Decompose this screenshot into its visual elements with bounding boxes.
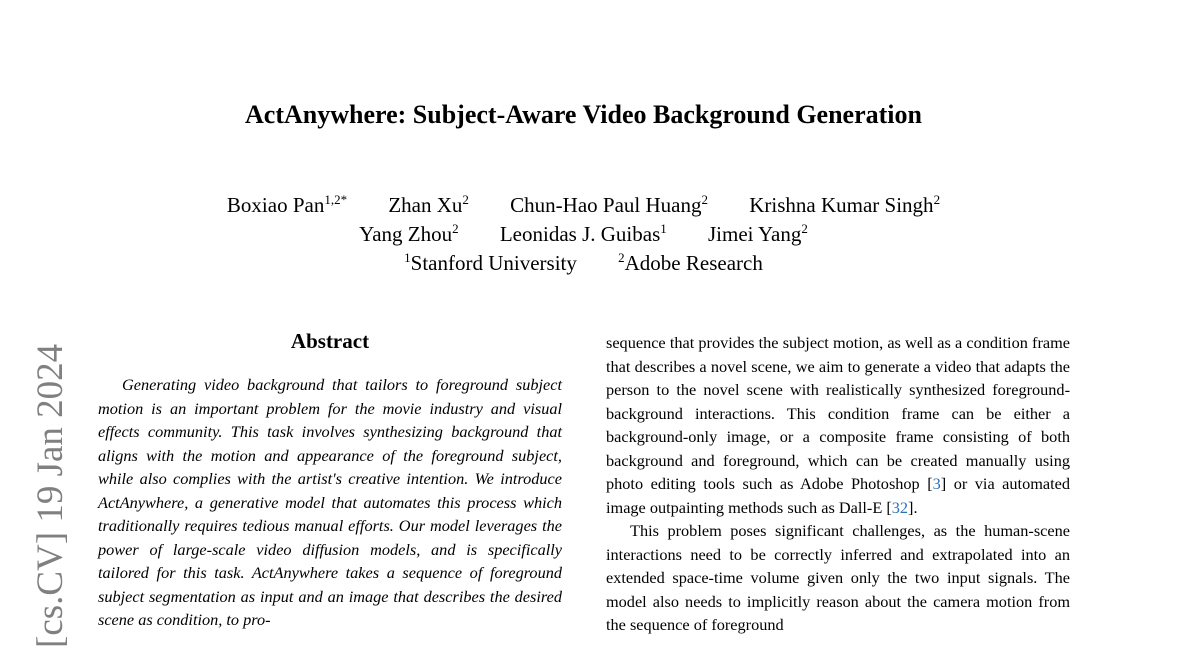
affiliation: $^1$Stanford University: [404, 250, 577, 275]
paper-title: ActAnywhere: Subject-Aware Video Background Generation: [245, 100, 922, 129]
author-name: Boxiao Pan$^{1,2*}$: [226, 192, 348, 217]
author-name: Krishna Kumar Singh$^2$: [749, 192, 941, 217]
arxiv-side-stamp: [cs.CV] 19 Jan 2024: [30, 343, 71, 648]
right-column: [606, 331, 1070, 637]
author-name: Jimei Yang$^2$: [708, 221, 808, 246]
citation-link[interactable]: 32: [891, 497, 909, 517]
body-paragraph-1: sequence that provides the subject motion, as well as a condition frame that describes a novel scene, we aim to generate a video that adapts the person to the novel scene with realistically synthesized foreground-background interactions. This condition frame can be either a background-only image, or a composite frame consisting of both background and foreground, which can be created manually using photo editing tools such as Adobe Photoshop [3] or via automated image outpainting methods such as Dall-E [32].: [606, 333, 1070, 517]
author-name: Chun-Hao Paul Huang$^2$: [510, 192, 708, 217]
affiliation-row: [0, 250, 1167, 279]
author-name: Zhan Xu$^2$: [388, 192, 469, 217]
left-column: [98, 328, 562, 632]
abstract-heading: Abstract: [290, 329, 370, 353]
affiliation: $^2$Adobe Research: [618, 250, 763, 275]
citation-link[interactable]: 3: [932, 474, 941, 493]
body-paragraph-2: This problem poses significant challenges, as the human-scene interactions need to be correctly inferred and extrapolated into an extended space-time volume given only the two input signals. The model also needs to implicitly reason about the camera motion from the sequence of foreground: [606, 521, 1070, 634]
author-row-1: [0, 192, 1167, 221]
author-name: Yang Zhou$^2$: [359, 221, 459, 246]
author-block: [0, 192, 1167, 279]
author-row-2: [0, 221, 1167, 250]
abstract-text: Generating video background that tailors to foreground subject motion is an important problem for the movie industry and visual effects community. This task involves synthesizing background that aligns with the motion and appearance of the foreground subject, while also complies with the artist's creative intention. We introduce ActAnywhere, a generative model that automates this process which traditionally requires tedious manual efforts. Our model leverages the power of large-scale video diffusion models, and is specifically tailored for this task. ActAnywhere takes a sequence of foreground subject segmentation as input and an image that describes the desired scene as condition, to pro-: [98, 375, 562, 629]
author-name: Leonidas J. Guibas$^1$: [499, 221, 667, 246]
